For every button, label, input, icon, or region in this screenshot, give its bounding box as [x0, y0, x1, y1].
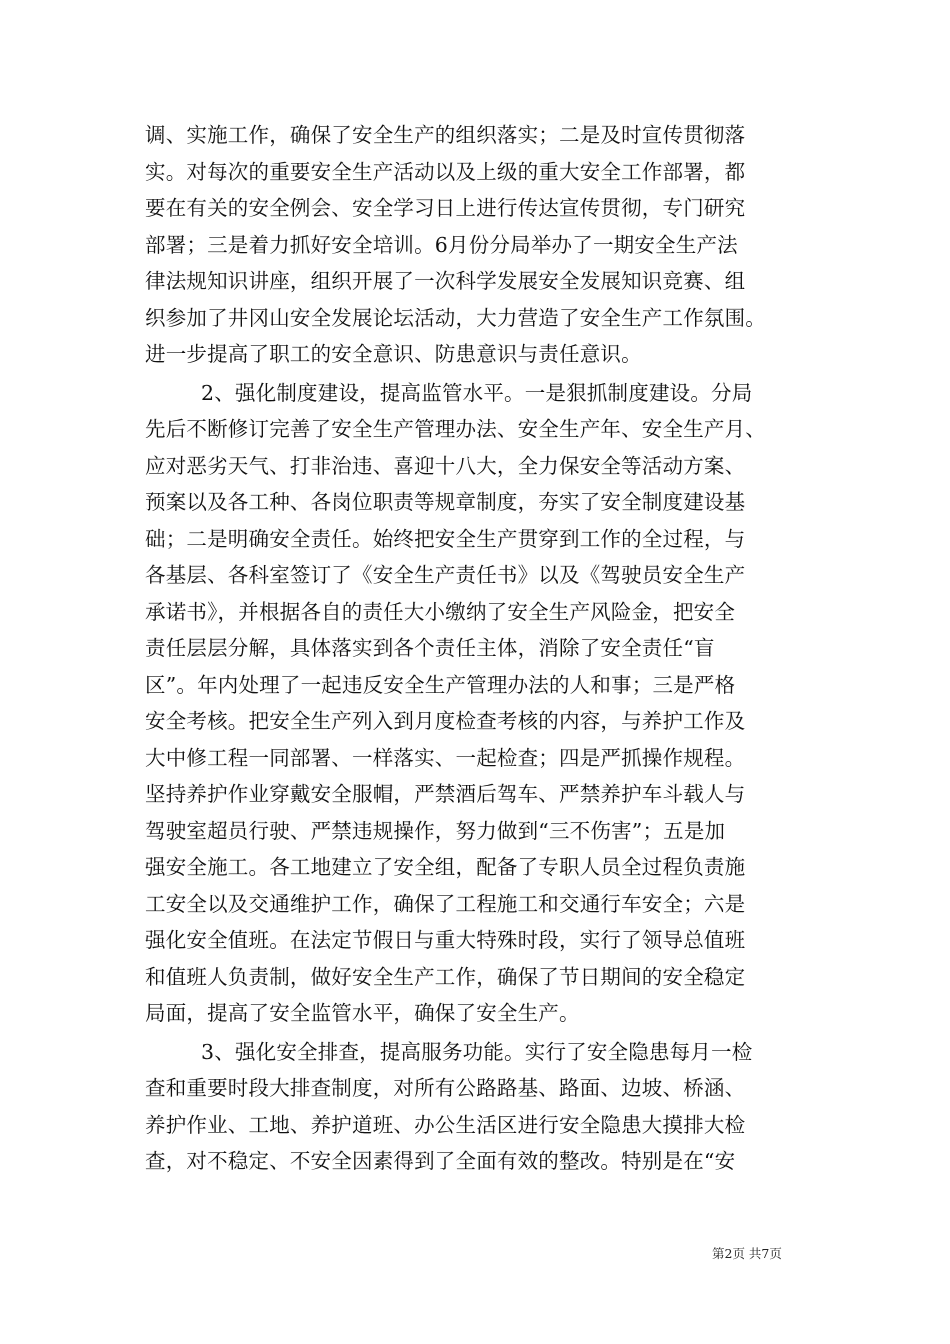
text-line: 先后不断修订完善了安全生产管理办法、安全生产年、安全生产月、	[145, 417, 766, 441]
text-line: 律法规知识讲座，组织开展了一次科学发展安全发展知识竞赛、组	[145, 269, 746, 293]
text-line: 查和重要时段大排查制度，对所有公路路基、路面、边坡、桥涵、	[145, 1076, 746, 1100]
text-line: 3、强化安全排查，提高服务功能。实行了安全隐患每月一检	[201, 1039, 753, 1064]
text-line: 责任层层分解，具体落实到各个责任主体，消除了安全责任“盲	[145, 636, 715, 660]
text-line: 预案以及各工种、各岗位职责等规章制度，夯实了安全制度建设基	[145, 490, 746, 514]
paragraph-3	[145, 1034, 810, 1180]
body-text	[145, 117, 810, 1180]
text-line: 织参加了井冈山安全发展论坛活动，大力营造了安全生产工作氛围。	[145, 305, 766, 330]
text-line: 2、强化制度建设，提高监管水平。一是狠抓制度建设。分局	[201, 380, 753, 405]
text-line: 承诺书》，并根据各自的责任大小缴纳了安全生产风险金，把安全	[145, 599, 736, 624]
text-line: 工安全以及交通维护工作，确保了工程施工和交通行车安全；六是	[145, 891, 746, 916]
text-line: 安全考核。把安全生产列入到月度检查考核的内容，与养护工作及	[145, 709, 746, 733]
text-line: 实。对每次的重要安全生产活动以及上级的重大安全工作部署，都	[145, 159, 746, 184]
text-line: 应对恶劣天气、打非治违、喜迎十八大，全力保安全等活动方案、	[145, 453, 746, 478]
text-line: 础；二是明确安全责任。始终把安全生产贯穿到工作的全过程，与	[145, 526, 746, 551]
text-line: 大中修工程一同部署、一样落实、一起检查；四是严抓操作规程。	[145, 745, 746, 770]
text-line: 和值班人负责制，做好安全生产工作，确保了节日期间的安全稳定	[145, 964, 746, 989]
text-line: 要在有关的安全例会、安全学习日上进行传达宣传贯彻，专门研究	[145, 196, 746, 220]
text-line: 强安全施工。各工地建立了安全组，配备了专职人员全过程负责施	[145, 855, 746, 879]
text-line: 进一步提高了职工的安全意识、防患意识与责任意识。	[145, 342, 642, 366]
text-line: 坚持养护作业穿戴安全服帽，严禁酒后驾车、严禁养护车斗载人与	[145, 782, 746, 806]
text-line: 养护作业、工地、养护道班、办公生活区进行安全隐患大摸排大检	[145, 1112, 746, 1137]
text-line: 驾驶室超员行驶、严禁违规操作，努力做到“三不伤害”；五是加	[145, 818, 726, 843]
paragraph-2	[145, 375, 810, 1032]
text-line: 强化安全值班。在法定节假日与重大特殊时段，实行了领导总值班	[145, 928, 746, 952]
page-number-footer: 第2页 共7页	[712, 1246, 782, 1261]
paragraph-1	[145, 117, 810, 373]
text-line: 各基层、各科室签订了《安全生产责任书》以及《驾驶员安全生产	[145, 563, 746, 587]
text-line: 查，对不稳定、不安全因素得到了全面有效的整改。特别是在“安	[145, 1149, 736, 1173]
text-line: 调、实施工作，确保了安全生产的组织落实；二是及时宣传贯彻落	[145, 123, 746, 147]
text-line: 区”。年内处理了一起违反安全生产管理办法的人和事；三是严格	[145, 672, 736, 697]
text-line: 局面，提高了安全监管水平，确保了安全生产。	[145, 1001, 580, 1025]
text-line: 部署；三是着力抓好安全培训。6月份分局举办了一期安全生产法	[145, 232, 738, 257]
